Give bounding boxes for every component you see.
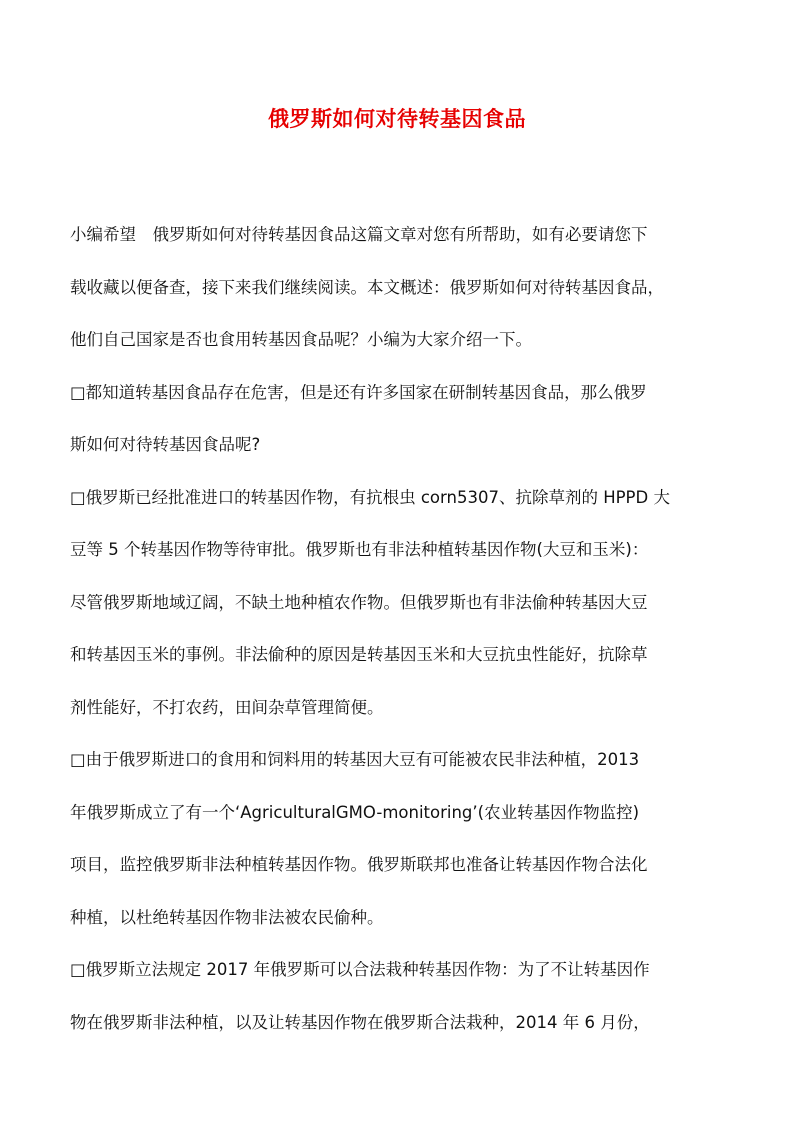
text-line: 小编希望 俄罗斯如何对待转基因食品这篇文章对您有所帮助，如有必要请您下 — [70, 225, 648, 244]
text-line: □俄罗斯立法规定 2017 年俄罗斯可以合法栽种转基因作物：为了不让转基因作 — [70, 960, 650, 979]
text-line: □俄罗斯已经批准进口的转基因作物，有抗根虫 corn5307、抗除草剂的 HPPD 大 — [70, 488, 670, 507]
text-line: 物在俄罗斯非法种植，以及让转基因作物在俄罗斯合法栽种，2014 年 6 月份， — [70, 1013, 650, 1032]
document-title: 俄罗斯如何对待转基因食品 — [268, 107, 526, 131]
text-line: 项目，监控俄罗斯非法种植转基因作物。俄罗斯联邦也准备让转基因作物合法化 — [70, 855, 648, 874]
text-line: □都知道转基因食品存在危害，但是还有许多国家在研制转基因食品，那么俄罗 — [70, 383, 647, 402]
text-line: 载收藏以便备查，接下来我们继续阅读。本文概述：俄罗斯如何对待转基因食品， — [70, 278, 664, 297]
text-line: 和转基因玉米的事例。非法偷种的原因是转基因玉米和大豆抗虫性能好，抗除草 — [70, 645, 648, 664]
text-line: □由于俄罗斯进口的食用和饲料用的转基因大豆有可能被农民非法种植，2013 — [70, 750, 640, 769]
text-line: 斯如何对待转基因食品呢? — [70, 435, 261, 454]
text-line: 他们自己国家是否也食用转基因食品呢？小编为大家介绍一下。 — [70, 330, 532, 349]
text-line: 种植，以杜绝转基因作物非法被农民偷种。 — [70, 908, 384, 927]
text-line: 剂性能好，不打农药，田间杂草管理简便。 — [70, 698, 384, 717]
text-line: 尽管俄罗斯地域辽阔，不缺土地种植农作物。但俄罗斯也有非法偷种转基因大豆 — [70, 593, 648, 612]
text-line: 年俄罗斯成立了有一个‘AgriculturalGMO-monitoring’(农业转基因作物监控) — [70, 803, 640, 822]
text-line: 豆等 5 个转基因作物等待审批。俄罗斯也有非法种植转基因作物(大豆和玉米)： — [70, 540, 649, 559]
